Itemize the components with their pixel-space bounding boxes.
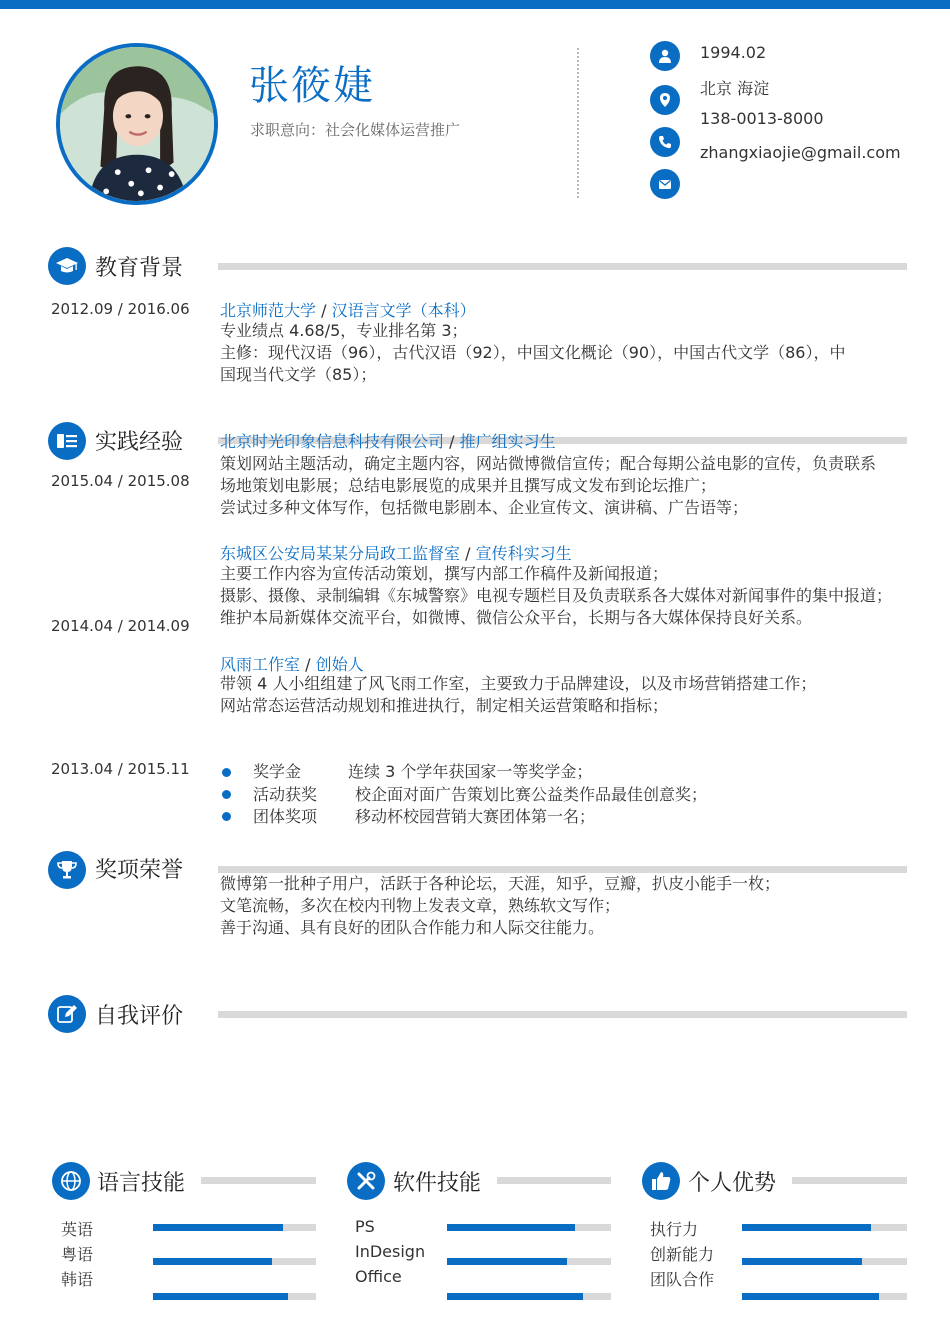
section-divider xyxy=(218,1011,907,1018)
skill-name: 执行力 xyxy=(650,1220,699,1239)
skill-name: 韩语 xyxy=(61,1270,94,1289)
tools-icon xyxy=(347,1162,385,1200)
thumbs-up-icon xyxy=(642,1162,680,1200)
email-text[interactable]: zhangxiaojie@gmail.com xyxy=(700,143,901,162)
self-eval-line: 微博第一批种子用户，活跃于各种论坛，天涯，知乎，豆瓣，扒皮小能手一枚； xyxy=(220,874,781,893)
separator: / xyxy=(316,301,332,320)
org-name: 东城区公安局某某分局政工监督室 xyxy=(220,544,461,563)
section-title-awards: 奖项荣誉 xyxy=(95,858,184,883)
practice-line: 带领 4 人小组组建了风飞雨工作室，主要致力于品牌建设，以及市场营销搭建工作； xyxy=(220,674,817,693)
award-desc: 移动杯校园营销大赛团体第一名； xyxy=(355,807,596,826)
practice-line: 策划网站主题活动，确定主题内容，网站微博微信宣传；配合每期公益电影的宣传，负责联系 xyxy=(220,454,877,473)
phone-icon xyxy=(650,127,680,157)
practice-heading xyxy=(220,652,364,675)
major-name: 汉语言文学（本科） xyxy=(331,301,476,320)
top-accent-bar xyxy=(0,0,950,9)
skill-name: 创新能力 xyxy=(650,1245,715,1264)
separator: / xyxy=(460,544,476,563)
award-desc: 校企面对面广告策划比赛公益类作品最佳创意奖； xyxy=(355,785,708,804)
bullet-dot xyxy=(222,812,231,821)
profile-photo xyxy=(56,43,218,205)
section-divider xyxy=(218,866,907,873)
skill-bar-fill xyxy=(153,1293,288,1300)
org-name: 北京时光印象信息科技有限公司 xyxy=(220,432,445,451)
skill-bar-fill xyxy=(742,1258,862,1265)
section-title-practice: 实践经验 xyxy=(95,430,184,455)
phone-text[interactable]: 138-0013-8000 xyxy=(700,109,824,128)
user-icon xyxy=(650,41,680,71)
skill-bar xyxy=(153,1293,316,1300)
practice-line: 摄影、摄像、录制编辑《东城警察》电视专题栏目及负责联系各大媒体对新闻事件的集中报道； xyxy=(220,586,893,605)
birth-date: 1994.02 xyxy=(700,43,767,62)
role-name: 推广组实习生 xyxy=(459,432,556,451)
practice-date: 2015.04 / 2015.08 xyxy=(51,472,190,490)
org-name: 风雨工作室 xyxy=(220,655,301,674)
role-name: 创始人 xyxy=(315,655,364,674)
skill-bar xyxy=(153,1224,316,1231)
skill-bar xyxy=(447,1258,611,1265)
mail-icon xyxy=(650,169,680,199)
practice-line: 网站常态运营活动规划和推进执行，制定相关运营策略和指标； xyxy=(220,696,669,715)
section-divider xyxy=(497,1177,611,1184)
skill-bar-fill xyxy=(153,1224,283,1231)
skill-bar xyxy=(153,1258,316,1265)
skill-group-title: 个人优势 xyxy=(688,1171,777,1196)
trophy-icon xyxy=(48,851,86,889)
job-intent: 求职意向：社会化媒体运营推广 xyxy=(250,121,461,139)
skill-bar xyxy=(447,1224,611,1231)
practice-line: 维护本局新媒体交流平台，如微博、微信公众平台，长期与各大媒体保持良好关系。 xyxy=(220,608,813,627)
practice-line: 场地策划电影展；总结电影展览的成果并且撰写成文发布到论坛推广； xyxy=(220,476,717,495)
skill-bar xyxy=(742,1258,907,1265)
location-text: 北京 海淀 xyxy=(700,79,770,98)
skill-name: 英语 xyxy=(61,1220,94,1239)
header-divider xyxy=(577,48,579,198)
location-icon xyxy=(650,85,680,115)
bullet-dot xyxy=(222,790,231,799)
education-heading xyxy=(220,298,476,321)
section-title-education: 教育背景 xyxy=(95,256,184,281)
skill-bar-fill xyxy=(153,1258,272,1265)
award-name: 奖学金 xyxy=(253,762,302,781)
separator: / xyxy=(300,655,316,674)
skill-bar-fill xyxy=(447,1224,575,1231)
practice-line: 主要工作内容为宣传活动策划，撰写内部工作稿件及新闻报道； xyxy=(220,564,669,583)
section-title-self: 自我评价 xyxy=(95,1004,184,1029)
skill-bar xyxy=(742,1224,907,1231)
skill-bar-fill xyxy=(447,1293,583,1300)
school-name: 北京师范大学 xyxy=(220,301,317,320)
resume-list-icon xyxy=(48,422,86,460)
section-divider xyxy=(792,1177,907,1184)
practice-heading xyxy=(220,541,572,564)
globe-icon xyxy=(52,1162,90,1200)
skill-bar-fill xyxy=(742,1224,871,1231)
skill-name: 团队合作 xyxy=(650,1270,715,1289)
role-name: 宣传科实习生 xyxy=(475,544,572,563)
skill-bar xyxy=(742,1293,907,1300)
skill-group-title: 语言技能 xyxy=(97,1171,186,1196)
skill-name: Office xyxy=(355,1267,402,1286)
separator: / xyxy=(444,432,460,451)
section-divider xyxy=(201,1177,316,1184)
self-eval-line: 文笔流畅，多次在校内刊物上发表文章，熟练软文写作； xyxy=(220,896,621,915)
award-desc: 连续 3 个学年获国家一等奖学金； xyxy=(348,762,593,781)
skill-group-title: 软件技能 xyxy=(393,1171,482,1196)
section-divider xyxy=(218,263,907,270)
skill-name: PS xyxy=(355,1217,375,1236)
skill-bar-fill xyxy=(742,1293,879,1300)
skill-name: InDesign xyxy=(355,1242,426,1261)
practice-heading xyxy=(220,429,556,452)
education-line: 国现当代文学（85）； xyxy=(220,365,377,384)
self-eval-line: 善于沟通、具有良好的团队合作能力和人际交往能力。 xyxy=(220,918,605,937)
skill-bar xyxy=(447,1293,611,1300)
award-name: 团体奖项 xyxy=(253,807,318,826)
skill-bar-fill xyxy=(447,1258,567,1265)
skill-name: 粤语 xyxy=(61,1245,94,1264)
graduation-cap-icon xyxy=(48,247,86,285)
awards-date: 2013.04 / 2015.11 xyxy=(51,760,190,778)
education-line: 专业绩点 4.68/5，专业排名第 3； xyxy=(220,321,468,340)
award-name: 活动获奖 xyxy=(253,785,318,804)
edit-pen-icon xyxy=(48,995,86,1033)
education-date: 2012.09 / 2016.06 xyxy=(51,300,190,318)
bullet-dot xyxy=(222,768,231,777)
practice-line: 尝试过多种文体写作，包括微电影剧本、企业宣传文、演讲稿、广告语等； xyxy=(220,498,749,517)
practice-date: 2014.04 / 2014.09 xyxy=(51,617,190,635)
candidate-name: 张筱婕 xyxy=(249,63,375,109)
education-line: 主修：现代汉语（96），古代汉语（92），中国文化概论（90），中国古代文学（86），中 xyxy=(220,343,846,362)
